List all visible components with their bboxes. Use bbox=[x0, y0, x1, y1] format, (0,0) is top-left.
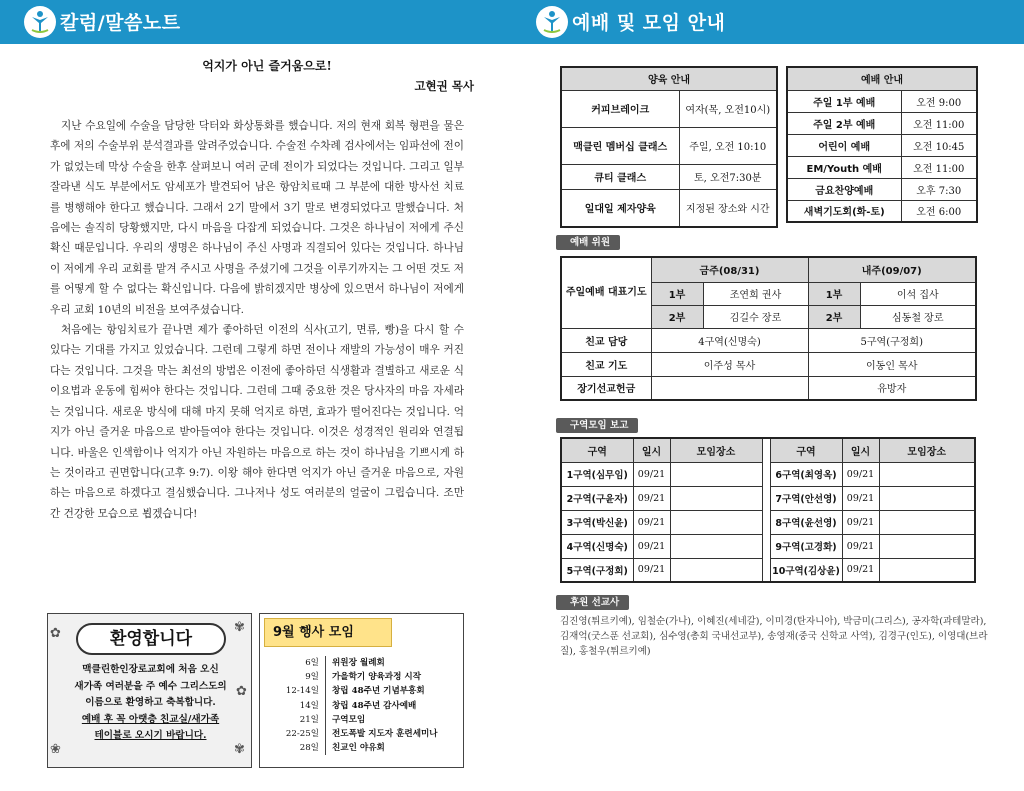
event-item bbox=[270, 670, 460, 684]
welcome-box bbox=[47, 613, 252, 768]
flower-icon: ❀ bbox=[50, 742, 61, 757]
spacer bbox=[762, 486, 770, 510]
district-place bbox=[670, 534, 762, 558]
event-date: 14일 bbox=[270, 699, 326, 713]
district-name: 10구역(김상윤) bbox=[770, 558, 842, 582]
worship-time: 오전 11:00 bbox=[901, 112, 977, 134]
fellowship-label: 친교 담당 bbox=[561, 328, 651, 352]
event-date: 21일 bbox=[270, 713, 326, 727]
district-date: 09/21 bbox=[633, 462, 670, 486]
flower-icon: ✾ bbox=[234, 742, 245, 757]
nurture-name: 커피브레이크 bbox=[561, 90, 679, 127]
district-place bbox=[879, 534, 975, 558]
district-place bbox=[879, 510, 975, 534]
district-date: 09/21 bbox=[633, 558, 670, 582]
service-1-label: 1부 bbox=[651, 282, 703, 305]
spacer bbox=[762, 438, 770, 462]
col-place: 모임장소 bbox=[879, 438, 975, 462]
fellowship-prayer-this: 이주성 목사 bbox=[651, 352, 808, 376]
districts-table bbox=[560, 437, 976, 583]
district-name: 7구역(안선영) bbox=[770, 486, 842, 510]
events-box bbox=[259, 613, 464, 768]
event-item bbox=[270, 713, 460, 727]
worship-name: 어린이 예배 bbox=[787, 134, 901, 156]
worship-table bbox=[786, 66, 978, 223]
worship-header: 예배 안내 bbox=[787, 67, 977, 90]
district-name: 5구역(구정희) bbox=[561, 558, 633, 582]
church-logo-icon bbox=[536, 6, 568, 38]
fellowship-next: 5구역(구정희) bbox=[808, 328, 976, 352]
welcome-title: 환영합니다 bbox=[76, 623, 226, 655]
event-date: 28일 bbox=[270, 741, 326, 755]
event-text: 창립 48주년 기념부흥회 bbox=[332, 686, 425, 697]
event-date: 6일 bbox=[270, 656, 326, 670]
service-2-label: 2부 bbox=[651, 305, 703, 328]
district-place bbox=[879, 558, 975, 582]
district-place bbox=[670, 558, 762, 582]
district-name: 9구역(고경화) bbox=[770, 534, 842, 558]
spacer bbox=[762, 462, 770, 486]
church-logo-icon bbox=[24, 6, 56, 38]
welcome-text bbox=[54, 662, 247, 745]
district-date: 09/21 bbox=[842, 462, 879, 486]
welcome-line: 테이블로 오시기 바랍니다. bbox=[94, 730, 207, 741]
district-name: 4구역(신명숙) bbox=[561, 534, 633, 558]
column-paragraph: 처음에는 항임치료가 끝나면 제가 좋아하던 이전의 식사(고기, 면류, 빵)을 다시 할 수 있다는 기대를 가지고 있었습니다. 그런데 그렇게 하면 전이나 재발의 가능성이 매우 커진다는 것입니다. 그것을 막는 최선의 방법은 이전에 좋아하던 식생활과 결별하고 새로운 식이요법과 운동에 힘써야 한다는 것입니다. 그런데 그때 중요한 것은 당사자의 마음 자세라는 것입니다. 새로운 방식에 대해 마지 못해 억지로 하면, 효과가 떨어진다는 것입니다. 억지가 아닌 즐거운 마음으로 받아들여야 한다는 것입니다. 이것은 성경적인 원리와 연결됩니다. 바울은 인색함이나 억지가 아닌 자원하는 마음으로 하는 것이 하나님을 기쁘시게 하는 것이라고 권면합니다(고후 9:7). 이왕 해야 한다면 억지가 아닌 즐거운 마음으로, 자원하는 마음으로 하겠다고 결심했습니다. 그나저나 성도 여러분의 얼굴이 그립습니다. 조만간 건강한 모습으로 뵙겠습니다! bbox=[50, 324, 464, 520]
next-week-2: 심동철 장로 bbox=[860, 305, 976, 328]
service-2-label: 2부 bbox=[808, 305, 860, 328]
worship-time: 오전 9:00 bbox=[901, 90, 977, 112]
col-district: 구역 bbox=[770, 438, 842, 462]
events-title: 9월 행사 모임 bbox=[264, 618, 392, 647]
event-text: 창립 48주년 감사예배 bbox=[332, 700, 417, 711]
this-week-header: 금주(08/31) bbox=[651, 257, 808, 282]
event-text: 구역모임 bbox=[332, 714, 366, 725]
districts-label: 구역모임 보고 bbox=[556, 418, 638, 433]
district-date: 09/21 bbox=[842, 510, 879, 534]
column-author: 고현권 목사 bbox=[414, 79, 474, 93]
events-list bbox=[270, 656, 460, 755]
event-date: 9일 bbox=[270, 670, 326, 684]
district-place bbox=[879, 462, 975, 486]
missionaries-label: 후원 선교사 bbox=[556, 595, 629, 610]
flower-icon: ✿ bbox=[50, 626, 61, 641]
church-logo bbox=[536, 6, 568, 38]
this-week-1: 조연희 권사 bbox=[703, 282, 808, 305]
spacer bbox=[762, 558, 770, 582]
district-name: 8구역(윤선영) bbox=[770, 510, 842, 534]
district-name: 3구역(박신윤) bbox=[561, 510, 633, 534]
column-body bbox=[50, 116, 464, 524]
worship-time: 오전 11:00 bbox=[901, 156, 977, 178]
district-name: 2구역(구윤자) bbox=[561, 486, 633, 510]
nurture-table bbox=[560, 66, 778, 228]
welcome-line: 맥클린한인장로교회에 처음 오신 bbox=[82, 664, 219, 675]
district-date: 09/21 bbox=[842, 486, 879, 510]
fellowship-prayer-label: 친교 기도 bbox=[561, 352, 651, 376]
nurture-name: 큐티 클래스 bbox=[561, 164, 679, 189]
event-date: 12-14일 bbox=[270, 684, 326, 698]
committee-table bbox=[560, 256, 977, 401]
district-date: 09/21 bbox=[633, 510, 670, 534]
right-header-title: 예배 및 모임 안내 bbox=[572, 12, 726, 34]
district-place bbox=[670, 462, 762, 486]
district-place bbox=[670, 510, 762, 534]
spacer bbox=[762, 534, 770, 558]
spacer bbox=[762, 510, 770, 534]
event-text: 친교인 야유회 bbox=[332, 743, 385, 754]
district-name: 6구역(최영옥) bbox=[770, 462, 842, 486]
nurture-time: 토, 오전7:30분 bbox=[679, 164, 777, 189]
service-1-label: 1부 bbox=[808, 282, 860, 305]
worship-name: EM/Youth 예배 bbox=[787, 156, 901, 178]
event-item bbox=[270, 684, 460, 698]
worship-time: 오전 6:00 bbox=[901, 200, 977, 222]
col-date: 일시 bbox=[842, 438, 879, 462]
event-date: 22-25일 bbox=[270, 727, 326, 741]
district-place bbox=[879, 486, 975, 510]
committee-label: 예배 위원 bbox=[556, 235, 620, 250]
flower-icon: ✿ bbox=[236, 684, 247, 699]
event-item bbox=[270, 741, 460, 755]
welcome-line: 이름으로 환영하고 축복합니다. bbox=[85, 697, 216, 708]
district-date: 09/21 bbox=[633, 486, 670, 510]
welcome-line: 새가족 여러분을 주 예수 그리스도의 bbox=[74, 680, 227, 692]
nurture-time: 지정된 장소와 시간 bbox=[679, 189, 777, 227]
welcome-line: 예배 후 꼭 아랫층 친교실/새가족 bbox=[81, 713, 220, 725]
event-item bbox=[270, 727, 460, 741]
district-date: 09/21 bbox=[633, 534, 670, 558]
event-text: 전도폭발 지도자 훈련세미나 bbox=[332, 728, 438, 739]
nurture-name: 일대일 제자양육 bbox=[561, 189, 679, 227]
this-week-2: 김길수 장로 bbox=[703, 305, 808, 328]
nurture-header: 양육 안내 bbox=[561, 67, 777, 90]
worship-name: 새벽기도회(화-토) bbox=[787, 200, 901, 222]
district-name: 1구역(심무임) bbox=[561, 462, 633, 486]
left-header-bar bbox=[0, 0, 512, 44]
offering-next: 유방자 bbox=[808, 376, 976, 400]
rep-prayer-label: 주일예배 대표기도 bbox=[561, 257, 651, 328]
worship-time: 오후 7:30 bbox=[901, 178, 977, 200]
worship-name: 금요찬양예배 bbox=[787, 178, 901, 200]
nurture-time: 주일, 오전 10:10 bbox=[679, 127, 777, 164]
offering-this bbox=[651, 376, 808, 400]
col-date: 일시 bbox=[633, 438, 670, 462]
offering-label: 장기선교헌금 bbox=[561, 376, 651, 400]
event-item bbox=[270, 699, 460, 713]
fellowship-this: 4구역(신명숙) bbox=[651, 328, 808, 352]
event-text: 가을학기 양육과정 시작 bbox=[332, 672, 421, 683]
col-district: 구역 bbox=[561, 438, 633, 462]
nurture-name: 맥클린 멤버십 클래스 bbox=[561, 127, 679, 164]
district-date: 09/21 bbox=[842, 558, 879, 582]
worship-name: 주일 1부 예배 bbox=[787, 90, 901, 112]
district-date: 09/21 bbox=[842, 534, 879, 558]
worship-name: 주일 2부 예배 bbox=[787, 112, 901, 134]
col-place: 모임장소 bbox=[670, 438, 762, 462]
event-item bbox=[270, 656, 460, 670]
column-paragraph: 지난 수요일에 수술을 담당한 닥터와 화상통화를 했습니다. 저의 현재 회복 형편을 물은 후에 저의 수술부위 분석결과를 알려주었습니다. 수술전 수차례 검사에서는 임파선에 전이가 없었는데 막상 수술을 한후 살펴보니 여러 군데 전이가 되었다는 것입니다. 그리고 일부 잘라낸 식도 부분에서도 암세포가 발견되어 남은 항암치료때 그 부분에 대한 방사선 치료를 병행해야 한다고 했습니다. 그래서 2기 말에서 3기 말로 변경되었다고 말했습니다. 처음에는 솔직히 당황했지만, 다시 마음을 다잡게 되었습니다. 그것은 하나님이 저에게 주신 확신 때문입니다. 우리의 생명은 하나님이 주신 사명과 직결되어 있다는 것입니다. 하나님이 저에게 우리 교회를 맡겨 주시고 사명을 주셨기에 그것을 이루기까지는 그 어떤 것도 저를 어떻게 할 수 없다는 확신입니다. 다음에 밝히겠지만 병상에 있으면서 하나님이 저에게 우리 교회 10년의 비전을 보여주셨습니다. bbox=[50, 120, 464, 316]
missionaries-text: 김진영(튀르키예), 임철순(가나), 이혜진(세네갈), 이미경(탄자니아), 박금미(그리스), 공자학(과테말라), 김재억(굿스푼 선교회), 심수영(총회 국내선교부), 송영재(중국 신학교 사역), 김경구(인도), 이영대(브라질), 홍철우(튀르키예) bbox=[560, 616, 988, 657]
next-week-header: 내주(09/07) bbox=[808, 257, 976, 282]
fellowship-prayer-next: 이동인 목사 bbox=[808, 352, 976, 376]
event-text: 위원장 월례회 bbox=[332, 658, 385, 668]
left-header-title: 칼럼/말씀노트 bbox=[60, 12, 181, 34]
column-title: 억지가 아닌 즐거움으로! bbox=[202, 59, 332, 73]
next-week-1: 이석 집사 bbox=[860, 282, 976, 305]
church-logo bbox=[24, 6, 56, 38]
right-header-bar bbox=[512, 0, 1024, 44]
district-place bbox=[670, 486, 762, 510]
worship-time: 오전 10:45 bbox=[901, 134, 977, 156]
flower-icon: ✾ bbox=[234, 620, 245, 635]
nurture-time: 여자(목, 오전10시) bbox=[679, 90, 777, 127]
